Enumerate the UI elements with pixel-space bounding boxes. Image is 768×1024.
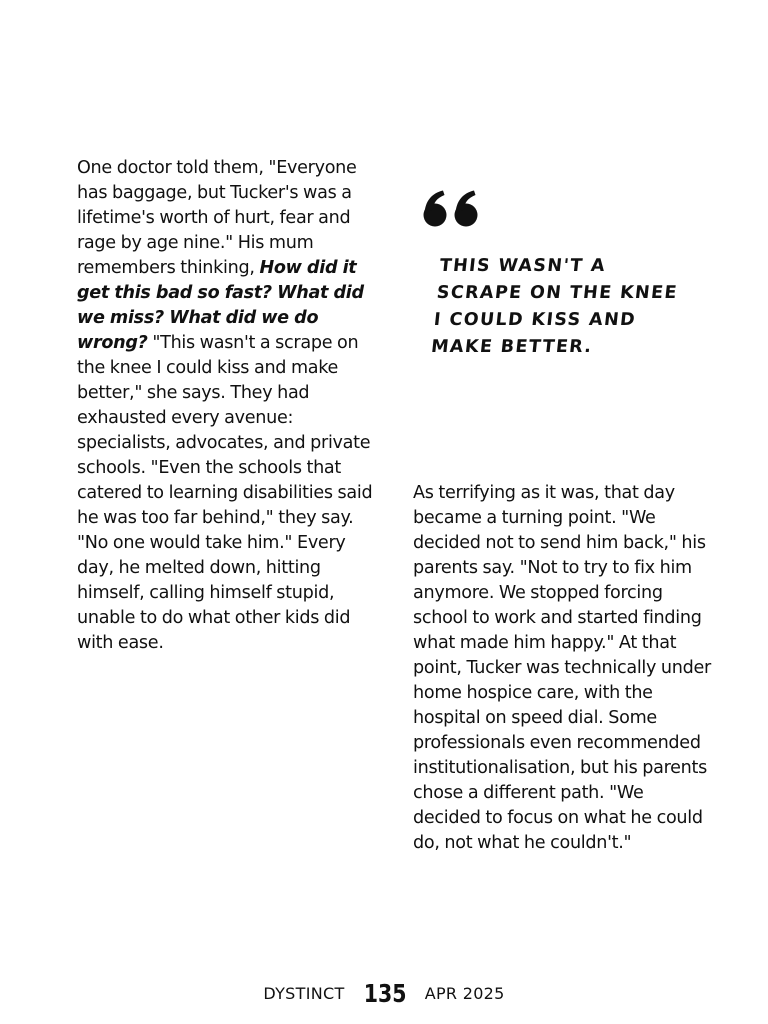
- article-right-column: [413, 481, 713, 856]
- pull-quote-line: I COULD KISS AND: [432, 310, 638, 330]
- page-number: 135: [363, 978, 407, 1008]
- left-paragraph: [77, 156, 377, 656]
- magazine-name: DYSTINCT: [263, 983, 345, 1003]
- pull-quote-line: THIS WASN'T A: [438, 256, 607, 276]
- left-emphasis-text: How did it get this bad so fast? What did we miss? What did we do wrong?: [77, 258, 364, 353]
- issue-date: APR 2025: [424, 983, 505, 1003]
- left-intro-text: One doctor told them, "Everyone has baggage, but Tucker's was a lifetime's worth of hurt, fear and rage by age nine." His mum remembers thinking,: [77, 158, 357, 278]
- page-footer: [0, 976, 768, 1010]
- right-paragraph: As terrifying as it was, that day became a turning point. "We decided not to send him back," his parents say. "Not to try to fix him anymore. We stopped forcing school to work and started finding what made him happy." At that point, Tucker was technically under home hospice care, with the hospital on speed dial. Some professionals even recommended institutionalisation, but his parents chose a different path. "We decided to focus on what he could do, not what he couldn't.": [413, 483, 711, 853]
- article-left-column: [77, 156, 377, 656]
- left-rest-text: "This wasn't a scrape on the knee I could kiss and make better," she says. They had exhausted every avenue: specialists, advocates, and private schools. "Even the schools that catered to learning disabilities said he was too far behind," they say. "No one would take him." Every day, he melted down, hitting himself, calling himself stupid, unable to do what other kids did with ease.: [77, 333, 373, 653]
- quote-open-icon: [423, 190, 481, 228]
- pull-quote: [430, 253, 721, 361]
- pull-quote-line: SCRAPE ON THE KNEE: [435, 283, 679, 303]
- pull-quote-line: MAKE BETTER.: [430, 337, 594, 357]
